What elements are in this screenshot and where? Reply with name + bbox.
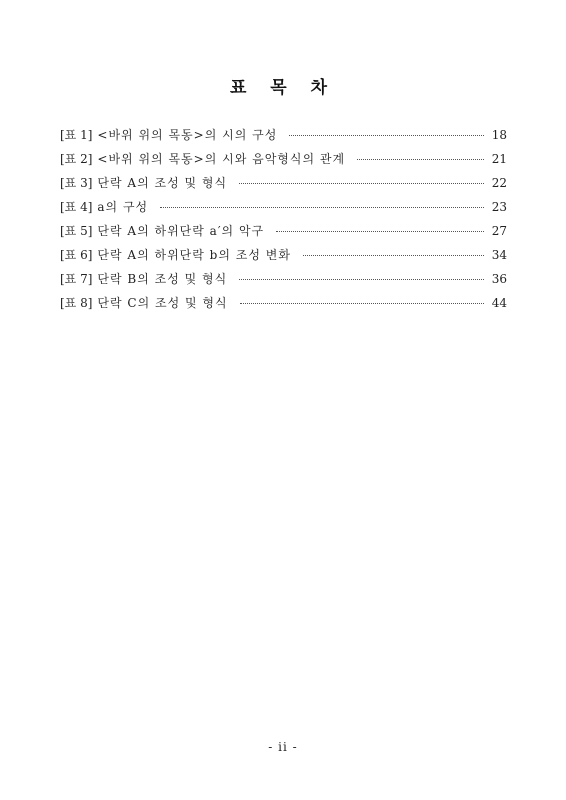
toc-entry-caption: 단락 A의 하위단락 a′의 악구: [97, 224, 265, 238]
toc-entry-label: [표 2]: [60, 152, 93, 166]
page-title: 표 목 차: [229, 78, 337, 99]
dot-leader: [289, 135, 483, 136]
dot-leader: [276, 231, 484, 232]
toc-entry-page: 36: [491, 272, 507, 286]
toc-entry[interactable]: [60, 126, 507, 150]
toc-entry-caption: <바위 위의 목동>의 시의 구성: [97, 128, 278, 142]
toc-entry-label: [표 4]: [60, 200, 93, 214]
toc-entry-page: 34: [491, 248, 507, 262]
toc-entry[interactable]: [60, 198, 507, 222]
toc-entry-label: [표 7]: [60, 272, 93, 286]
toc-entry-page: 22: [491, 176, 507, 190]
toc-entry[interactable]: [60, 150, 507, 174]
toc-entry[interactable]: [60, 294, 507, 318]
toc-entry-page: 18: [491, 128, 507, 142]
toc-entry[interactable]: [60, 246, 507, 270]
toc-entry-page: 44: [491, 296, 507, 310]
toc-entry[interactable]: [60, 270, 507, 294]
toc-entry-label: [표 3]: [60, 176, 93, 190]
toc-entry-caption: 단락 C의 조성 및 형식: [97, 296, 228, 310]
dot-leader: [357, 159, 484, 160]
toc-entry[interactable]: [60, 174, 507, 198]
toc-entry-label: [표 6]: [60, 248, 93, 262]
toc-entry[interactable]: [60, 222, 507, 246]
toc-entry-caption: <바위 위의 목동>의 시와 음악형식의 관계: [97, 152, 346, 166]
toc-entry-label: [표 8]: [60, 296, 93, 310]
toc-entry-label: [표 1]: [60, 128, 93, 142]
page-number-footer: - ii -: [268, 740, 298, 754]
dot-leader: [240, 303, 484, 304]
toc-entry-label: [표 5]: [60, 224, 93, 238]
toc-entry-page: 21: [491, 152, 507, 166]
table-of-contents: [60, 126, 507, 318]
toc-entry-caption: 단락 A의 조성 및 형식: [97, 176, 228, 190]
toc-entry-page: 27: [491, 224, 507, 238]
dot-leader: [239, 279, 483, 280]
dot-leader: [303, 255, 484, 256]
toc-entry-caption: a의 구성: [97, 200, 149, 214]
dot-leader: [239, 183, 484, 184]
toc-entry-caption: 단락 B의 조성 및 형식: [97, 272, 228, 286]
toc-entry-page: 23: [491, 200, 507, 214]
toc-entry-caption: 단락 A의 하위단락 b의 조성 변화: [97, 248, 291, 262]
dot-leader: [160, 207, 484, 208]
